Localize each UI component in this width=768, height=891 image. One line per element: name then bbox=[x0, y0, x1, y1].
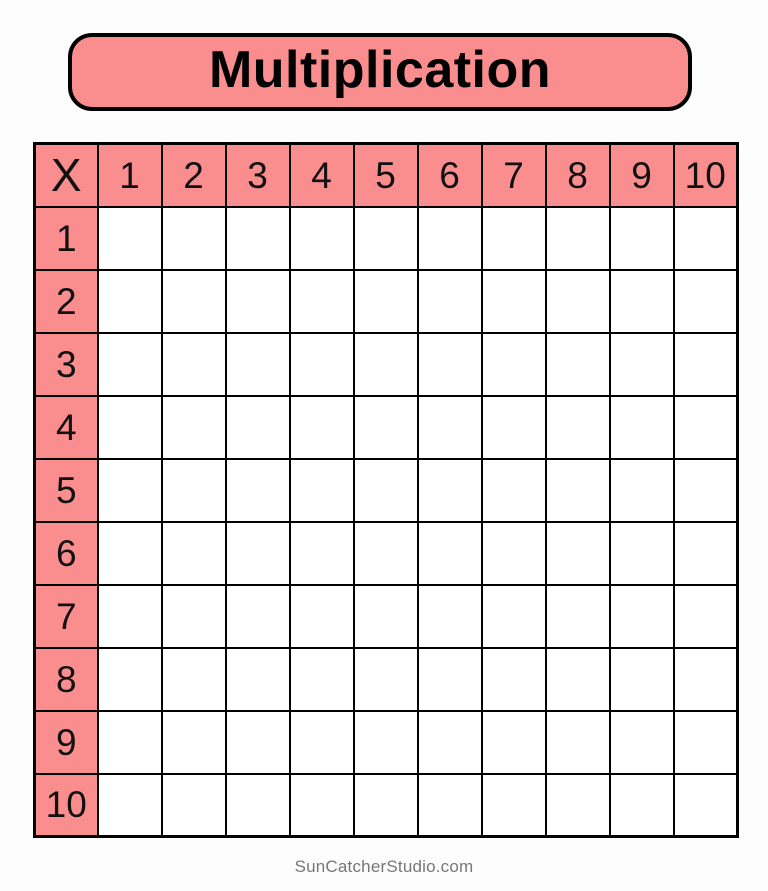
blank-cell-10x5 bbox=[354, 774, 418, 837]
blank-cell-7x5 bbox=[354, 585, 418, 648]
blank-cell-4x10 bbox=[674, 396, 738, 459]
blank-cell-2x1 bbox=[98, 270, 162, 333]
blank-cell-10x7 bbox=[482, 774, 546, 837]
blank-cell-7x8 bbox=[546, 585, 610, 648]
row-header-4: 4 bbox=[35, 396, 98, 459]
blank-cell-5x10 bbox=[674, 459, 738, 522]
blank-cell-10x1 bbox=[98, 774, 162, 837]
column-header-6: 6 bbox=[418, 144, 482, 207]
blank-cell-8x1 bbox=[98, 648, 162, 711]
blank-cell-7x3 bbox=[226, 585, 290, 648]
blank-cell-3x5 bbox=[354, 333, 418, 396]
table-row-10 bbox=[35, 774, 738, 837]
row-header-6: 6 bbox=[35, 522, 98, 585]
blank-cell-4x7 bbox=[482, 396, 546, 459]
blank-cell-2x8 bbox=[546, 270, 610, 333]
blank-cell-4x5 bbox=[354, 396, 418, 459]
blank-cell-2x2 bbox=[162, 270, 226, 333]
blank-cell-5x4 bbox=[290, 459, 354, 522]
blank-cell-7x7 bbox=[482, 585, 546, 648]
blank-cell-5x8 bbox=[546, 459, 610, 522]
blank-cell-6x7 bbox=[482, 522, 546, 585]
row-header-2: 2 bbox=[35, 270, 98, 333]
blank-cell-5x6 bbox=[418, 459, 482, 522]
table-row-2 bbox=[35, 270, 738, 333]
blank-cell-6x3 bbox=[226, 522, 290, 585]
blank-cell-7x10 bbox=[674, 585, 738, 648]
blank-cell-1x4 bbox=[290, 207, 354, 270]
blank-cell-6x4 bbox=[290, 522, 354, 585]
blank-cell-8x5 bbox=[354, 648, 418, 711]
blank-cell-5x5 bbox=[354, 459, 418, 522]
blank-cell-10x3 bbox=[226, 774, 290, 837]
blank-cell-2x9 bbox=[610, 270, 674, 333]
row-header-9: 9 bbox=[35, 711, 98, 774]
blank-cell-2x5 bbox=[354, 270, 418, 333]
blank-cell-10x9 bbox=[610, 774, 674, 837]
column-header-4: 4 bbox=[290, 144, 354, 207]
blank-cell-5x9 bbox=[610, 459, 674, 522]
table-row-5 bbox=[35, 459, 738, 522]
blank-cell-3x3 bbox=[226, 333, 290, 396]
table-row-1 bbox=[35, 207, 738, 270]
blank-cell-1x2 bbox=[162, 207, 226, 270]
blank-cell-1x9 bbox=[610, 207, 674, 270]
blank-cell-4x6 bbox=[418, 396, 482, 459]
blank-cell-4x1 bbox=[98, 396, 162, 459]
header-row bbox=[35, 144, 738, 207]
blank-cell-6x2 bbox=[162, 522, 226, 585]
row-header-8: 8 bbox=[35, 648, 98, 711]
blank-cell-3x9 bbox=[610, 333, 674, 396]
table-row-3 bbox=[35, 333, 738, 396]
blank-cell-6x8 bbox=[546, 522, 610, 585]
blank-cell-3x4 bbox=[290, 333, 354, 396]
blank-cell-6x5 bbox=[354, 522, 418, 585]
blank-cell-9x2 bbox=[162, 711, 226, 774]
blank-cell-9x6 bbox=[418, 711, 482, 774]
row-header-3: 3 bbox=[35, 333, 98, 396]
blank-cell-8x8 bbox=[546, 648, 610, 711]
row-header-7: 7 bbox=[35, 585, 98, 648]
blank-cell-8x10 bbox=[674, 648, 738, 711]
column-header-8: 8 bbox=[546, 144, 610, 207]
row-header-10: 10 bbox=[35, 774, 98, 837]
blank-cell-9x4 bbox=[290, 711, 354, 774]
blank-cell-6x1 bbox=[98, 522, 162, 585]
blank-cell-9x3 bbox=[226, 711, 290, 774]
blank-cell-7x1 bbox=[98, 585, 162, 648]
blank-cell-3x2 bbox=[162, 333, 226, 396]
blank-cell-5x1 bbox=[98, 459, 162, 522]
row-header-5: 5 bbox=[35, 459, 98, 522]
blank-cell-10x2 bbox=[162, 774, 226, 837]
column-header-1: 1 bbox=[98, 144, 162, 207]
blank-cell-8x3 bbox=[226, 648, 290, 711]
blank-cell-3x8 bbox=[546, 333, 610, 396]
blank-cell-9x7 bbox=[482, 711, 546, 774]
blank-cell-9x9 bbox=[610, 711, 674, 774]
blank-cell-5x3 bbox=[226, 459, 290, 522]
title-banner bbox=[68, 33, 692, 111]
table-row-4 bbox=[35, 396, 738, 459]
blank-cell-1x10 bbox=[674, 207, 738, 270]
column-header-2: 2 bbox=[162, 144, 226, 207]
blank-cell-4x9 bbox=[610, 396, 674, 459]
blank-cell-2x4 bbox=[290, 270, 354, 333]
blank-cell-8x2 bbox=[162, 648, 226, 711]
blank-cell-10x10 bbox=[674, 774, 738, 837]
blank-cell-3x6 bbox=[418, 333, 482, 396]
blank-cell-6x9 bbox=[610, 522, 674, 585]
blank-cell-1x1 bbox=[98, 207, 162, 270]
blank-cell-8x4 bbox=[290, 648, 354, 711]
column-header-3: 3 bbox=[226, 144, 290, 207]
blank-cell-2x7 bbox=[482, 270, 546, 333]
blank-cell-1x3 bbox=[226, 207, 290, 270]
blank-cell-9x10 bbox=[674, 711, 738, 774]
blank-cell-5x7 bbox=[482, 459, 546, 522]
blank-cell-7x9 bbox=[610, 585, 674, 648]
blank-cell-4x2 bbox=[162, 396, 226, 459]
blank-cell-1x6 bbox=[418, 207, 482, 270]
blank-cell-9x8 bbox=[546, 711, 610, 774]
blank-cell-9x5 bbox=[354, 711, 418, 774]
blank-cell-9x1 bbox=[98, 711, 162, 774]
column-header-5: 5 bbox=[354, 144, 418, 207]
table-row-8 bbox=[35, 648, 738, 711]
blank-cell-8x9 bbox=[610, 648, 674, 711]
column-header-7: 7 bbox=[482, 144, 546, 207]
blank-cell-7x2 bbox=[162, 585, 226, 648]
blank-cell-6x10 bbox=[674, 522, 738, 585]
blank-cell-4x4 bbox=[290, 396, 354, 459]
blank-cell-10x6 bbox=[418, 774, 482, 837]
table-row-6 bbox=[35, 522, 738, 585]
blank-cell-3x7 bbox=[482, 333, 546, 396]
row-header-1: 1 bbox=[35, 207, 98, 270]
page-title: Multiplication bbox=[208, 41, 552, 99]
blank-cell-2x6 bbox=[418, 270, 482, 333]
blank-cell-1x8 bbox=[546, 207, 610, 270]
blank-cell-3x1 bbox=[98, 333, 162, 396]
blank-cell-3x10 bbox=[674, 333, 738, 396]
corner-cell: X bbox=[35, 144, 98, 207]
blank-cell-8x6 bbox=[418, 648, 482, 711]
column-header-9: 9 bbox=[610, 144, 674, 207]
blank-cell-4x3 bbox=[226, 396, 290, 459]
multiplication-table bbox=[33, 142, 739, 838]
column-header-10: 10 bbox=[674, 144, 738, 207]
table-row-7 bbox=[35, 585, 738, 648]
blank-cell-10x8 bbox=[546, 774, 610, 837]
blank-cell-8x7 bbox=[482, 648, 546, 711]
blank-cell-1x5 bbox=[354, 207, 418, 270]
blank-cell-6x6 bbox=[418, 522, 482, 585]
table-row-9 bbox=[35, 711, 738, 774]
blank-cell-2x10 bbox=[674, 270, 738, 333]
blank-cell-7x4 bbox=[290, 585, 354, 648]
blank-cell-2x3 bbox=[226, 270, 290, 333]
footer-credit: SunCatcherStudio.com bbox=[294, 857, 474, 876]
blank-cell-7x6 bbox=[418, 585, 482, 648]
blank-cell-10x4 bbox=[290, 774, 354, 837]
blank-cell-5x2 bbox=[162, 459, 226, 522]
blank-cell-1x7 bbox=[482, 207, 546, 270]
blank-cell-4x8 bbox=[546, 396, 610, 459]
